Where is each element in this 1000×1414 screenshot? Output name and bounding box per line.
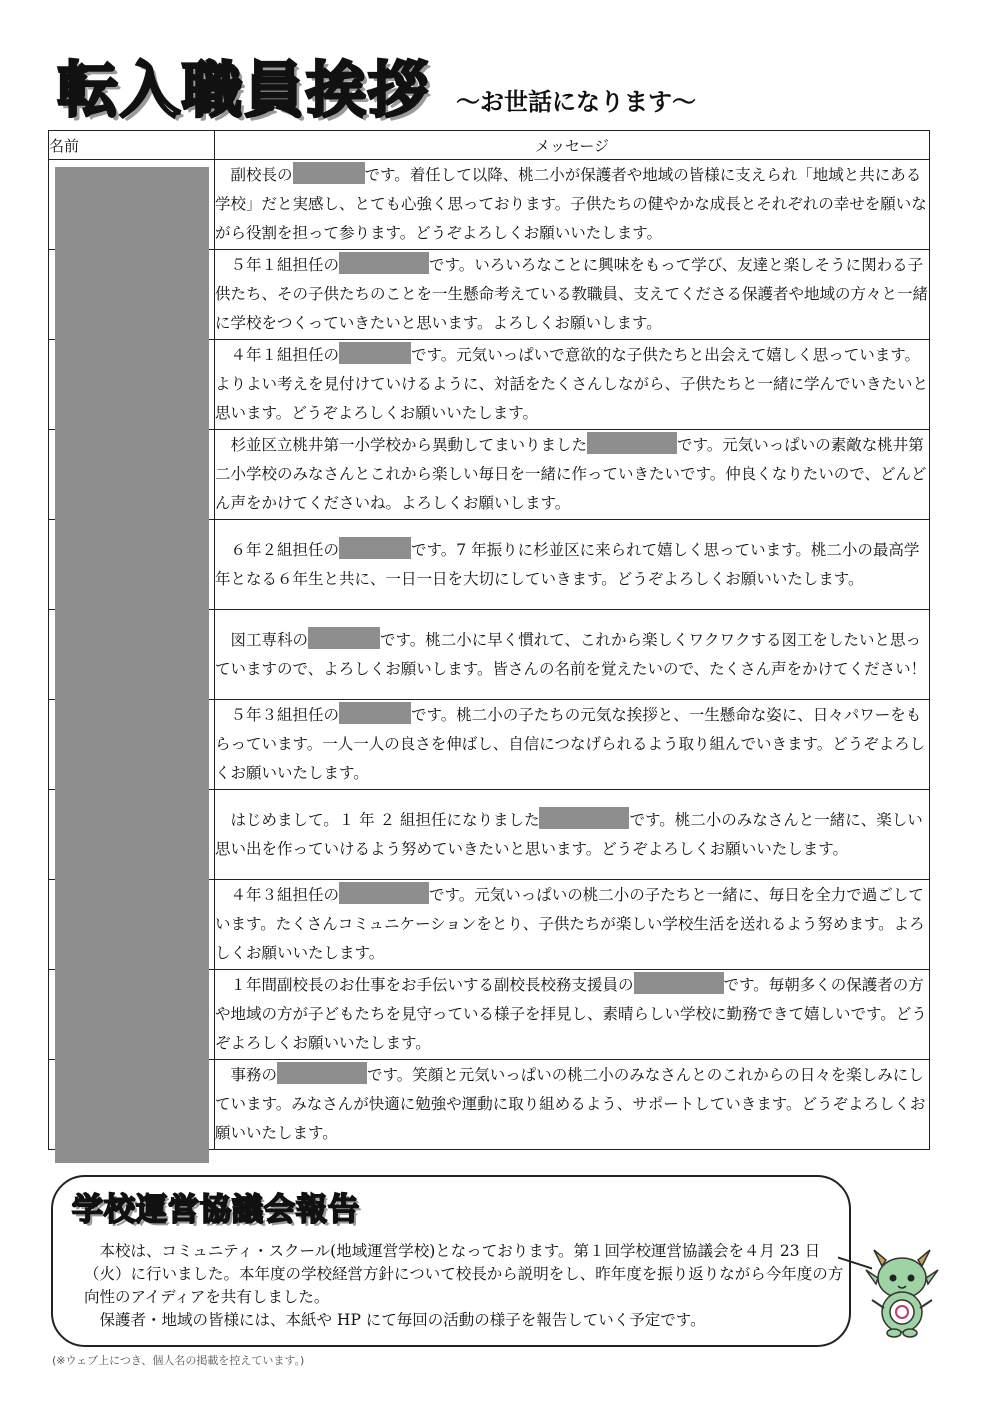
message-cell xyxy=(215,340,930,430)
message-cell xyxy=(215,160,930,250)
name-column-header: 名前 xyxy=(49,131,215,160)
redacted-name xyxy=(293,162,365,184)
message-cell xyxy=(215,970,930,1060)
message-lead: はじめまして。１ 年 ２ 組担任になりました xyxy=(230,810,540,829)
redacted-name xyxy=(277,1062,367,1084)
message-lead: ５年１組担任の xyxy=(230,256,340,274)
table-header-row xyxy=(49,131,930,160)
redacted-name xyxy=(339,342,411,364)
message-lead: ４年３組担任の xyxy=(230,886,340,904)
message-body: です。笑顔と元気いっぱいの桃二小のみなさんとのこれからの日々を楽しみにしています。みなさんが快適に勉強や運動に取り組めるよう、サポートしていきます。どうぞよろしくお願いいたします。 xyxy=(215,1066,926,1142)
message-cell xyxy=(215,1060,930,1150)
redacted-name xyxy=(308,627,380,649)
message-lead: 副校長の xyxy=(230,166,293,184)
message-body: です。元気いっぱいの桃二小の子たちと一緒に、毎日を全力で過ごしています。たくさんコミュニケーションをとり、子供たちが楽しい学校生活を送れるよう努めます。よろしくお願いいたします。 xyxy=(215,886,925,962)
redacted-name xyxy=(539,807,629,829)
redacted-name xyxy=(339,702,411,724)
page-subtitle: ～お世話になります～ xyxy=(456,88,696,116)
report-paragraph: 保護者・地域の皆様には、本紙や HP にて毎回の活動の様子を報告していく予定です。 xyxy=(99,1311,706,1329)
message-body: です。7 年振りに杉並区に来られて嬉しく思っています。桃二小の最高学年となる６年生と共に、一日一日を大切にしていきます。どうぞよろしくお願いいたします。 xyxy=(215,540,920,588)
page-header xyxy=(58,56,938,126)
redacted-name xyxy=(634,972,724,994)
message-body: です。元気いっぱいの素敵な桃井第二小学校のみなさんとこれから楽しい毎日を一緒に作っていきたいです。仲良くなりたいので、どんどん声をかけてくださいね。よろしくお願いします。 xyxy=(215,436,927,512)
message-lead: １年間副校長のお仕事をお手伝いする副校長校務支援員の xyxy=(230,976,634,994)
message-body: です。桃二小のみなさんと一緒に、楽しい思い出を作っていけるよう努めていきたいと思います。どうぞよろしくお願いいたします。 xyxy=(215,810,923,858)
message-lead: ４年１組担任の xyxy=(230,346,340,364)
message-body: です。着任して以降、桃二小が保護者や地域の皆様に支えられ「地域と共にある学校」だと実感し、とても心強く思っております。子供たちの健やかな成長とそれぞれの幸せを願いながら役割を担って参ります。どうぞよろしくお願いいたします。 xyxy=(215,166,927,242)
message-cell xyxy=(215,250,930,340)
message-body: です。元気いっぱいで意欲的な子供たちと出会えて嬉しく思っています。よりよい考えを見付けていけるように、対話をたくさんしながら、子供たちと一緒に学んでいきたいと思います。どうぞよろしくお願いいたします。 xyxy=(215,346,929,422)
message-cell xyxy=(215,880,930,970)
message-body: です。毎朝多くの保護者の方や地域の方が子どもたちを見守っている様子を拝見し、素晴らしい学校に勤務できて嬉しいです。どうぞよろしくお願いいたします。 xyxy=(215,976,927,1052)
report-body xyxy=(84,1240,844,1332)
report-title: 学校運営協議会報告 xyxy=(72,1192,360,1228)
redacted-name xyxy=(339,882,429,904)
message-lead: 事務の xyxy=(230,1066,278,1084)
school-mascot-icon xyxy=(862,1248,942,1338)
names-redaction-block xyxy=(55,167,209,1163)
message-lead: ６年２組担任の xyxy=(230,540,340,559)
message-body: です。桃二小の子たちの元気な挨拶と、一生懸命な姿に、日々パワーをもらっています。一人一人の良さを伸ばし、自信につなげられるよう取り組んでいきます。どうぞよろしくお願いいたします。 xyxy=(215,706,926,782)
message-lead: 杉並区立桃井第一小学校から異動してまいりました xyxy=(230,436,588,454)
message-lead: ５年３組担任の xyxy=(230,706,340,724)
message-lead: 図工専科の xyxy=(230,630,309,649)
redacted-name xyxy=(339,252,429,274)
report-paragraph: 本校は、コミュニティ・スクール(地域運営学校)となっております。第１回学校運営協議会を４月 23 日（火）に行いました。本年度の学校経営方針について校長から説明をし、昨年度を振り返りながら今年度の方向性のアイディアを共有しました。 xyxy=(84,1242,844,1306)
message-cell xyxy=(215,790,930,880)
redacted-name xyxy=(587,432,677,454)
message-body: です。いろいろなことに興味をもって学び、友達と楽しそうに関わる子供たち、その子供たちのことを一生懸命考えている教職員、支えてくださる保護者や地域の方々と一緒に学校をつくっていきたいと思います。よろしくお願いします。 xyxy=(215,256,929,332)
message-cell xyxy=(215,520,930,610)
message-cell xyxy=(215,700,930,790)
message-cell xyxy=(215,430,930,520)
page-title: 転入職員挨拶 xyxy=(58,56,430,126)
message-cell xyxy=(215,610,930,700)
message-column-header: メッセージ xyxy=(215,131,930,160)
redacted-name xyxy=(339,537,411,559)
privacy-footnote: (※ウェブ上につき、個人名の掲載を控えています。) xyxy=(52,1354,305,1367)
message-body: です。桃二小に早く慣れて、これから楽しくワクワクする図工をしたいと思っていますので、よろしくお願いします。皆さんの名前を覚えたいので、たくさん声をかけてください！ xyxy=(215,630,927,678)
